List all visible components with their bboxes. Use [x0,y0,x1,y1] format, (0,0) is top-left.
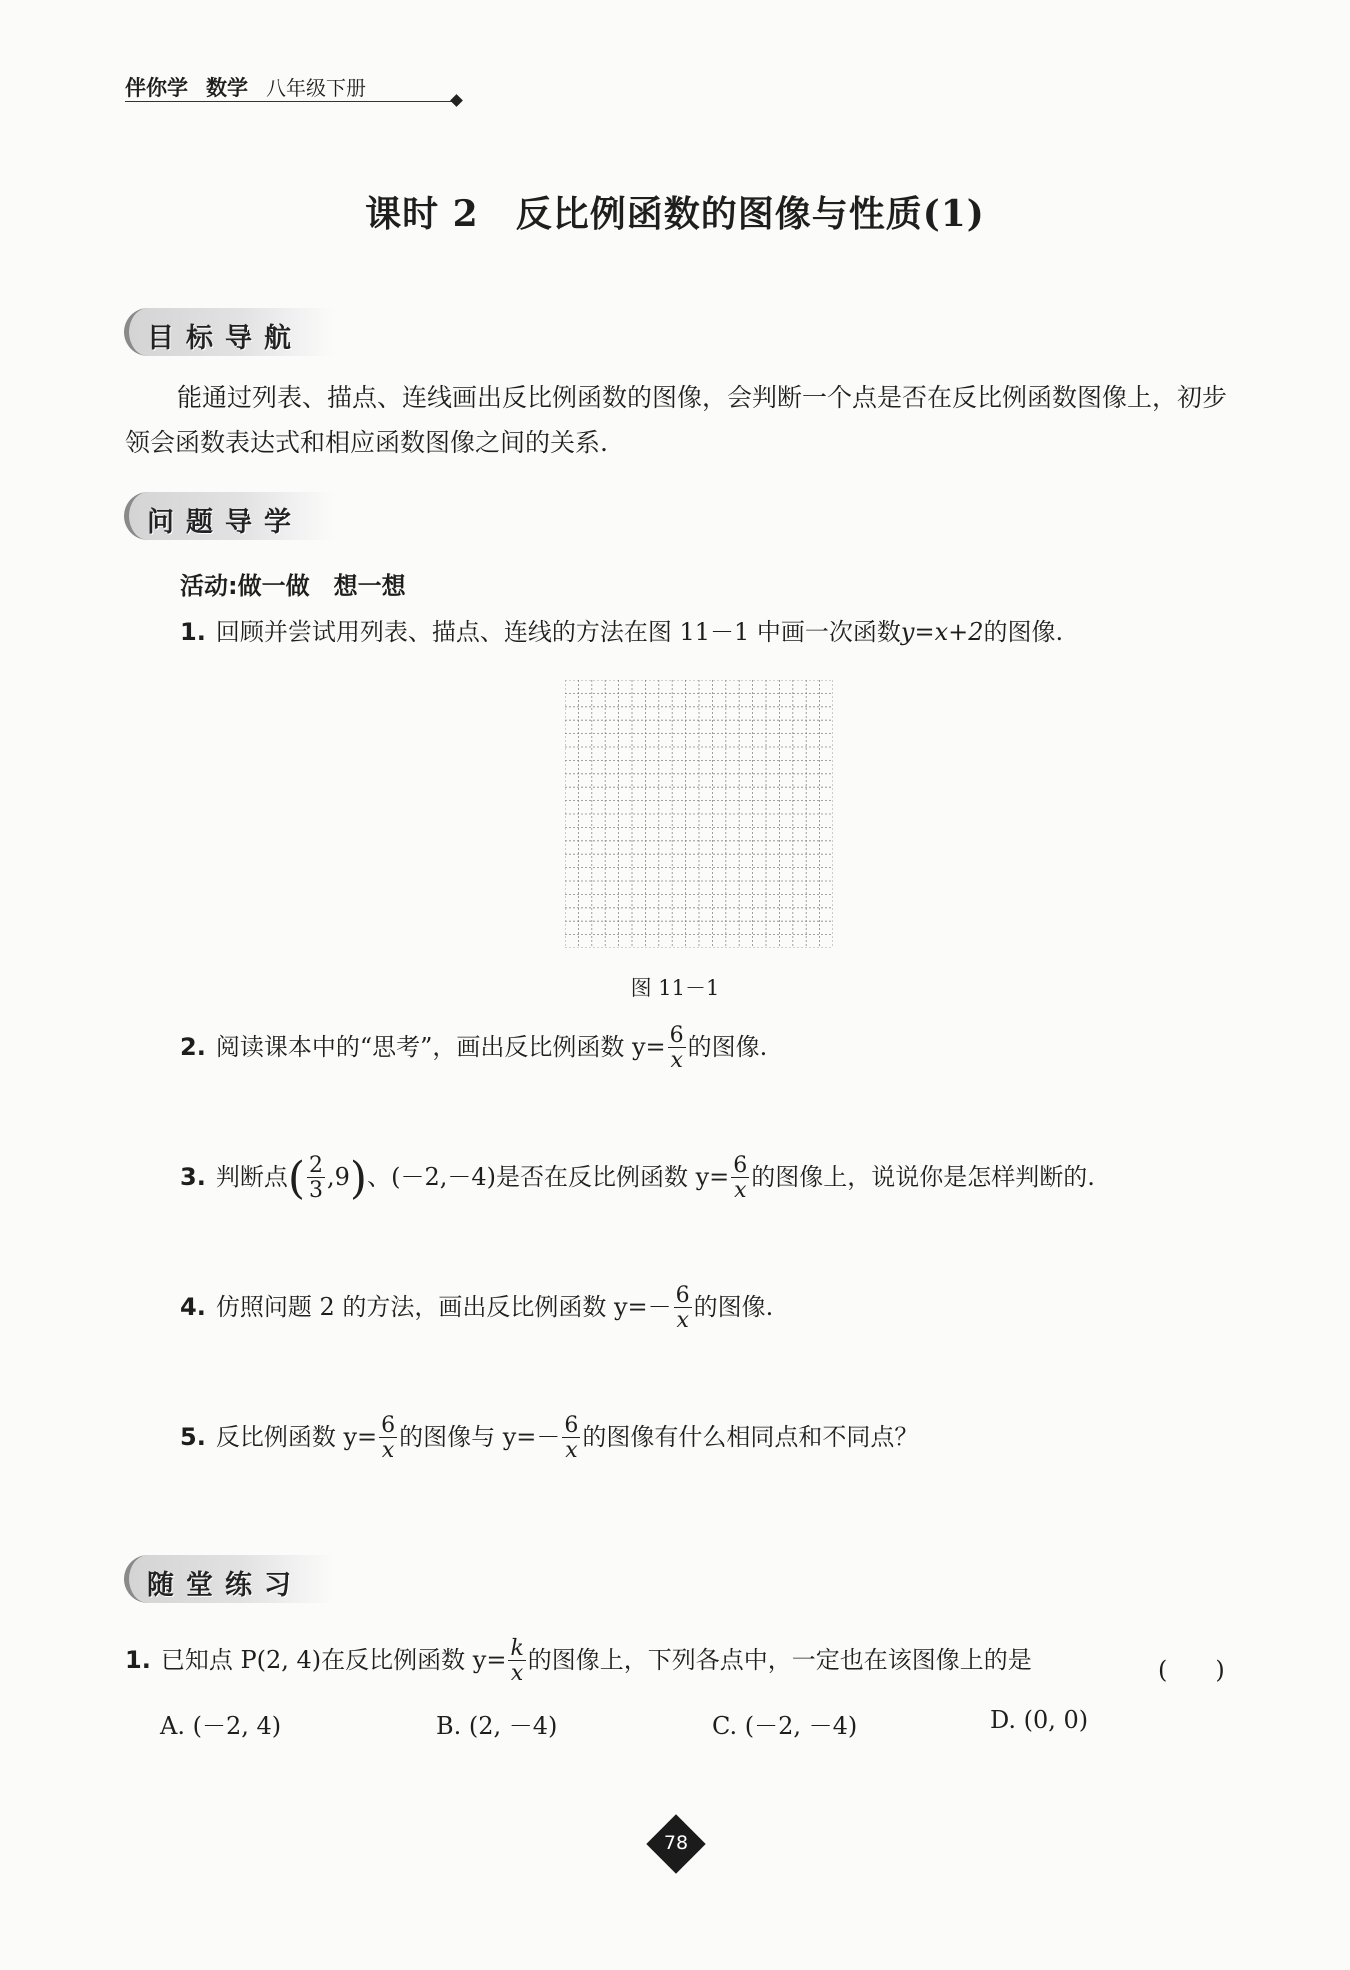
fraction-denominator: x [670,1048,683,1073]
question-tail: 的图像上，说说你是怎样判断的. [751,1163,1095,1191]
fraction-numerator: 6 [669,1023,684,1048]
fraction-denominator: x [676,1308,689,1333]
figure-caption: 图 11－1 [630,976,720,1000]
fraction-denominator: 3 [309,1178,323,1203]
question-tail: 的图像. [687,1033,768,1061]
answer-blank[interactable]: ( ) [1158,1656,1225,1684]
option-b[interactable]: B. (2, －4) [436,1712,558,1740]
formula: y=x+2 [900,618,984,646]
question-5 [180,1415,918,1462]
fraction-numerator: 6 [381,1413,396,1438]
question-text: 已知点 P(2, 4)在反比例函数 y= [160,1646,507,1674]
question-text: 回顾并尝试用列表、描点、连线的方法在图 11－1 中画一次函数 [215,618,901,646]
fraction [668,1025,686,1072]
fraction-denominator: x [510,1661,524,1686]
question-text: 反比例函数 y= [215,1423,378,1451]
fraction-numerator: 6 [564,1413,579,1438]
running-header [125,72,366,102]
fraction-denominator: x [565,1438,578,1463]
fraction-denominator: x [381,1438,395,1463]
section-guide-label: 问题导学 [147,507,303,538]
graph-paper-grid[interactable] [565,680,833,948]
fraction [379,1415,397,1462]
point-rest: ,9 [327,1163,350,1191]
subject-name: 数学 [206,76,248,100]
question-tail: 的图像. [983,618,1064,646]
question-tail: 的图像上，下列各点中，一定也在该图像上的是 [527,1646,1032,1674]
question-tail: 的图像. [693,1293,774,1321]
fraction [562,1415,580,1462]
fraction-numerator: 6 [675,1283,690,1308]
fraction [307,1155,325,1202]
question-tail: 的图像有什么相同点和不同点？ [582,1423,919,1451]
right-paren: ) [349,1153,368,1204]
question-text: 判断点 [215,1163,288,1191]
question-text: 阅读课本中的“思考”，画出反比例函数 y= [215,1033,666,1061]
section-goal-label: 目标导航 [147,323,303,354]
question-number: 5. [180,1423,206,1451]
question-4 [180,1285,773,1332]
section-tag-goal [124,308,334,356]
header-rule [125,101,455,102]
question-middle: 、(－2,－4)是否在反比例函数 y= [367,1163,730,1191]
question-2 [180,1025,767,1072]
question-1 [180,612,1063,647]
book-name: 伴你学 [125,76,188,100]
section-practice-label: 随堂练习 [147,1570,303,1601]
question-number: 3. [180,1163,206,1191]
option-c[interactable]: C. (－2, －4) [712,1712,858,1740]
question-number: 2. [180,1033,206,1061]
question-number: 4. [180,1293,206,1321]
grade-label: 八年级下册 [266,76,366,100]
fraction-numerator: 6 [733,1153,748,1178]
option-a[interactable]: A. (－2, 4) [160,1712,282,1740]
fraction-numerator: k [510,1636,524,1661]
section-tag-practice [124,1555,334,1603]
section-tag-guide [124,492,334,540]
header-diamond-icon [450,94,463,107]
question-number: 1. [125,1646,151,1674]
option-d[interactable]: D. (0, 0) [990,1706,1089,1734]
lesson-title: 课时 2 反比例函数的图像与性质(1) [365,193,985,235]
activity-label: 活动:做一做 想一想 [180,572,406,600]
fraction [674,1285,692,1332]
practice-question-1 [125,1638,1245,1685]
question-text: 仿照问题 2 的方法，画出反比例函数 y=－ [215,1293,672,1321]
question-number: 1. [180,618,206,646]
question-middle: 的图像与 y=－ [399,1423,561,1451]
fraction-numerator: 2 [309,1153,323,1178]
fraction-denominator: x [734,1178,747,1203]
page-number: 78 [663,1832,689,1854]
fraction [508,1638,525,1685]
question-3 [180,1153,1095,1204]
goal-text: 能通过列表、描点、连线画出反比例函数的图像，会判断一个点是否在反比例函数图像上，初步领会函数表达式和相应函数图像之间的关系. [125,383,1228,457]
fraction [731,1155,749,1202]
left-paren: ( [287,1153,305,1204]
